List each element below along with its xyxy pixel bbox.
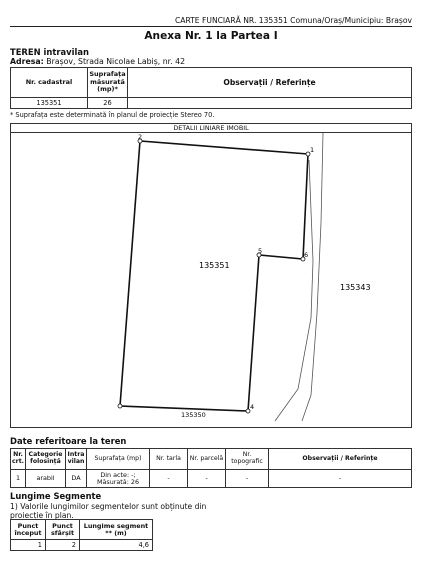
annex-title: Anexa Nr. 1 la Partea I — [144, 30, 278, 42]
segments-header-row — [11, 520, 153, 540]
col-punct-sfarsit: Punct sfârșit — [46, 520, 80, 540]
segments-table — [10, 519, 153, 551]
vertex-3 — [118, 404, 122, 408]
neighbor-south-label: 135350 — [181, 411, 206, 419]
drawing-title: DETALII LINIARE IMOBIL — [11, 124, 411, 133]
parcel-outline — [120, 141, 308, 411]
cell-intravilan: DA — [66, 470, 87, 488]
cell-punct-inceput: 1 — [11, 540, 46, 551]
col-suprafata: Suprafața măsurată (mp)* — [88, 68, 128, 98]
cell-observatii: - — [269, 470, 412, 488]
col-punct-inceput: Punct început — [11, 520, 46, 540]
col-topografic: Nr. topografic — [226, 449, 269, 470]
cell-lungime: 4,6 — [80, 540, 153, 551]
cell-categorie: arabil — [26, 470, 66, 488]
suprafata-acte: Din acte: -; — [100, 470, 136, 479]
parcel-plan-svg — [11, 133, 411, 427]
col-suprafata-mp: Suprafața (mp) — [87, 449, 150, 470]
col-observatii-referinte: Observații / Referințe — [269, 449, 412, 470]
col-tarla: Nr. tarla — [150, 449, 188, 470]
cell-punct-sfarsit: 2 — [46, 540, 80, 551]
point-label-6: 6 — [304, 251, 309, 259]
col-nr-cadastral: Nr. cadastral — [11, 68, 88, 98]
point-label-2: 2 — [138, 133, 143, 141]
neighbor-east-label: 135343 — [340, 283, 371, 292]
col-nr-crt: Nr. crt. — [11, 449, 26, 470]
land-data-title: Date referitoare la teren — [10, 436, 127, 446]
cell-observatii — [128, 98, 412, 109]
cell-topografic: - — [226, 470, 269, 488]
segments-note: 1) Valorile lungimilor segmentelor sunt obținute din proiecție în plan. — [10, 502, 207, 520]
col-parcela: Nr. parcelă — [188, 449, 226, 470]
parcel-number-label: 135351 — [199, 261, 230, 270]
col-intravilan: Intra vilan — [66, 449, 87, 470]
table-row — [11, 98, 412, 109]
suprafata-masurata: Măsurată: 26 — [96, 477, 140, 486]
parcel-table — [10, 67, 412, 109]
cell-nr-cadastral: 135351 — [11, 98, 88, 109]
cell-suprafata: 26 — [88, 98, 128, 109]
point-label-1: 1 — [310, 146, 315, 154]
point-label-5: 5 — [258, 247, 263, 255]
col-observatii: Observații / Referințe — [128, 68, 412, 98]
parcel-table-header-row — [11, 68, 412, 98]
header-rule — [10, 26, 412, 27]
neighbor-boundary — [275, 160, 313, 421]
col-lungime: Lungime segment ** (m) — [80, 520, 153, 540]
address-line — [10, 57, 185, 66]
point-label-4: 4 — [250, 403, 255, 411]
document-header-line: CARTE FUNCIARĂ NR. 135351 Comuna/Oraș/Municipiu: Brașov — [174, 16, 412, 25]
col-categorie: Categorie folosință — [26, 449, 66, 470]
address-value: Brașov, Strada Nicolae Labiș, nr. 42 — [46, 57, 186, 66]
teren-title: TEREN intravilan — [10, 47, 89, 57]
table-row — [11, 470, 412, 488]
cell-tarla: - — [150, 470, 188, 488]
surface-footnote: * Suprafața este determinată în planul de proiecție Stereo 70. — [10, 111, 215, 119]
cell-suprafata — [87, 470, 150, 488]
cell-parcela: - — [188, 470, 226, 488]
segments-title: Lungime Segmente — [10, 491, 102, 501]
cell-nr: 1 — [11, 470, 26, 488]
land-data-table — [10, 448, 412, 488]
address-label: Adresa: — [10, 57, 44, 66]
parcel-drawing — [10, 123, 412, 428]
table-row — [11, 540, 153, 551]
land-data-header-row — [11, 449, 412, 470]
